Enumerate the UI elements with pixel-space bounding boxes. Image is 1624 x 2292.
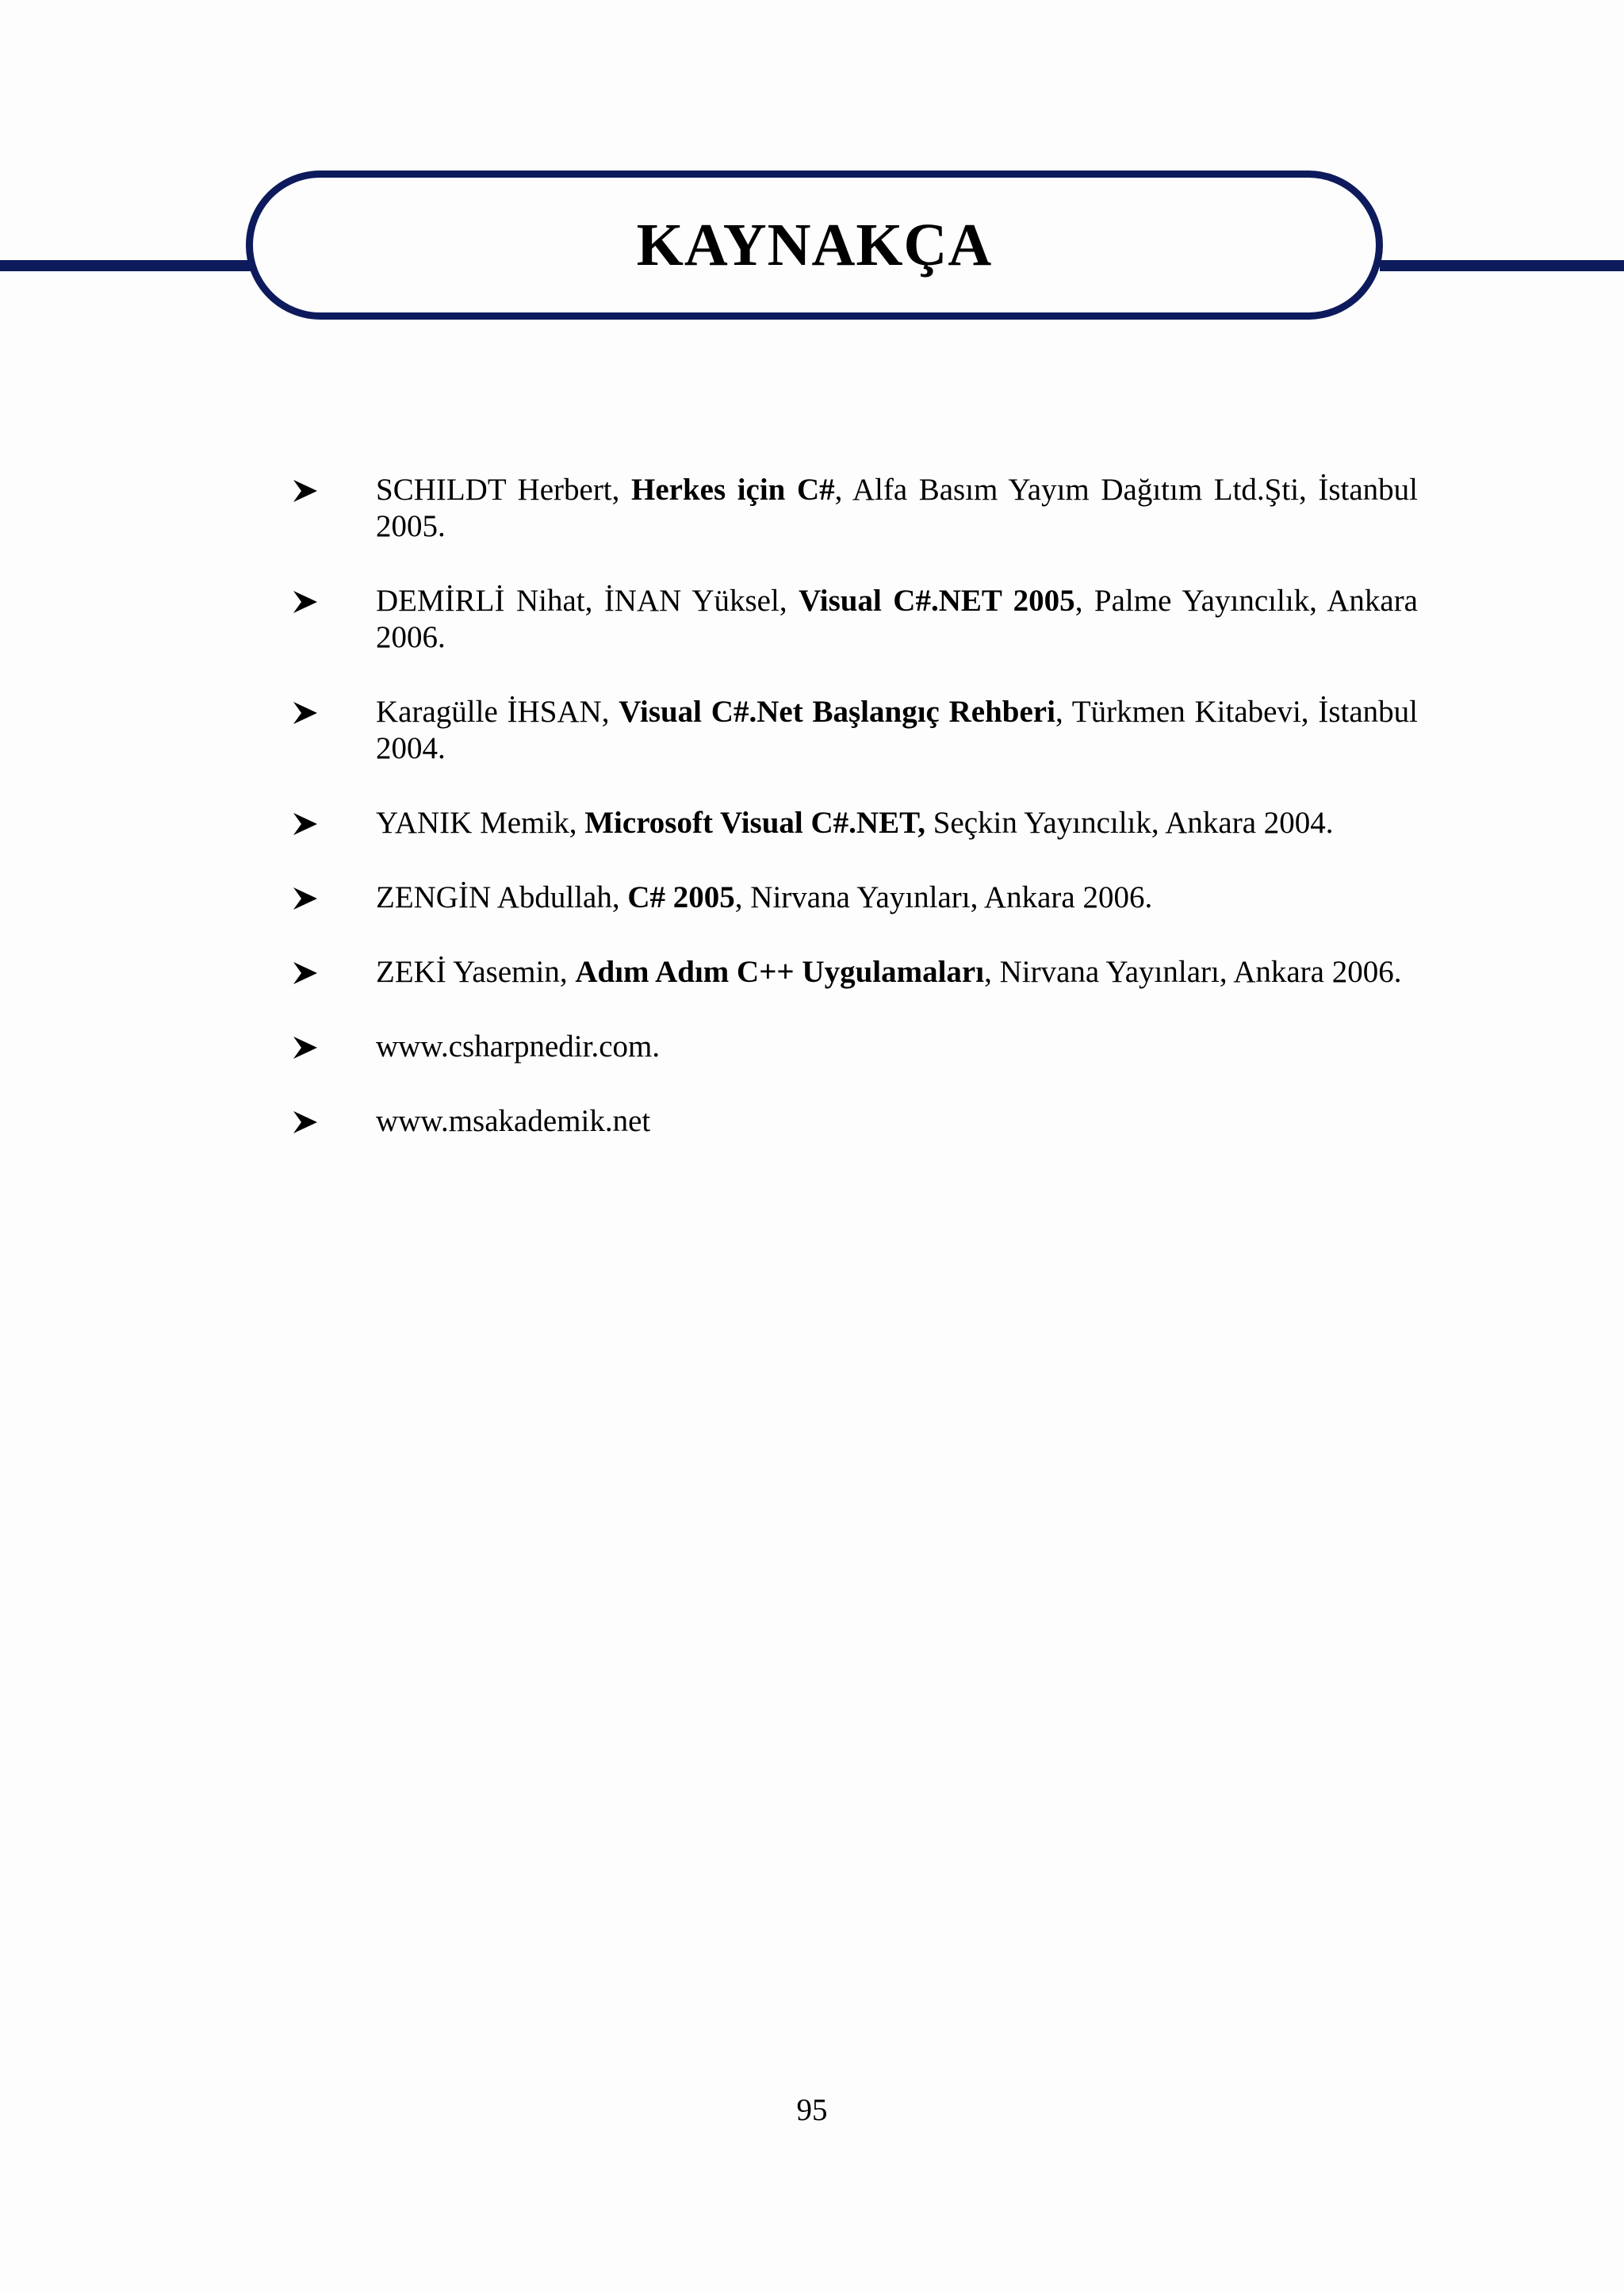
reference-url: www.csharpnedir.com. — [376, 1029, 661, 1064]
reference-author: ZENGİN Abdullah, — [376, 880, 628, 914]
reference-item — [292, 880, 1418, 916]
reference-item — [292, 583, 1418, 656]
reference-item — [292, 1103, 1418, 1140]
reference-publisher: , Alfa Basım Yayım Dağıtım Ltd.Şti, İstanbul 2005. — [376, 473, 1419, 543]
reference-publisher: Seçkin Yayıncılık, Ankara 2004. — [925, 806, 1334, 840]
header-rule-left — [0, 260, 254, 271]
arrow-bullet-icon — [292, 805, 324, 841]
reference-publisher: , Türkmen Kitabevi, İstanbul 2004. — [376, 695, 1418, 765]
reference-author: Karagülle İHSAN, — [376, 695, 619, 729]
reference-author: YANIK Memik, — [376, 806, 585, 840]
reference-item — [292, 1029, 1418, 1065]
reference-publisher: , Nirvana Yayınları, Ankara 2006. — [734, 880, 1153, 914]
reference-item — [292, 805, 1418, 841]
reference-url: www.msakademik.net — [376, 1104, 651, 1138]
arrow-bullet-icon — [292, 1103, 324, 1140]
reference-title: Herkes için C# — [630, 473, 835, 507]
reference-item — [292, 954, 1418, 991]
reference-title: C# 2005 — [627, 880, 735, 914]
reference-title: Microsoft Visual C#.NET, — [584, 806, 925, 840]
reference-title: Visual C#.NET 2005 — [799, 584, 1075, 618]
reference-author: DEMİRLİ Nihat, İNAN Yüksel, — [376, 584, 799, 618]
page-number: 95 — [796, 2093, 828, 2127]
title-banner — [246, 171, 1383, 320]
reference-author: ZEKİ Yasemin, — [376, 955, 576, 989]
arrow-bullet-icon — [292, 954, 324, 991]
arrow-bullet-icon — [292, 880, 324, 916]
reference-title: Adım Adım C++ Uygulamaları — [575, 955, 985, 989]
reference-item — [292, 694, 1418, 767]
reference-item — [292, 472, 1418, 545]
reference-author: SCHILDT Herbert, — [376, 473, 631, 507]
arrow-bullet-icon — [292, 694, 324, 730]
reference-list — [292, 472, 1418, 1178]
arrow-bullet-icon — [292, 1029, 324, 1065]
reference-publisher: , Nirvana Yayınları, Ankara 2006. — [984, 955, 1402, 989]
arrow-bullet-icon — [292, 583, 324, 619]
arrow-bullet-icon — [292, 472, 324, 508]
page-title: KAYNAKÇA — [636, 211, 993, 278]
header-rule-right — [1380, 260, 1624, 271]
reference-publisher: , Palme Yayıncılık, Ankara 2006. — [376, 584, 1418, 654]
reference-title: Visual C#.Net Başlangıç Rehberi — [619, 695, 1055, 729]
